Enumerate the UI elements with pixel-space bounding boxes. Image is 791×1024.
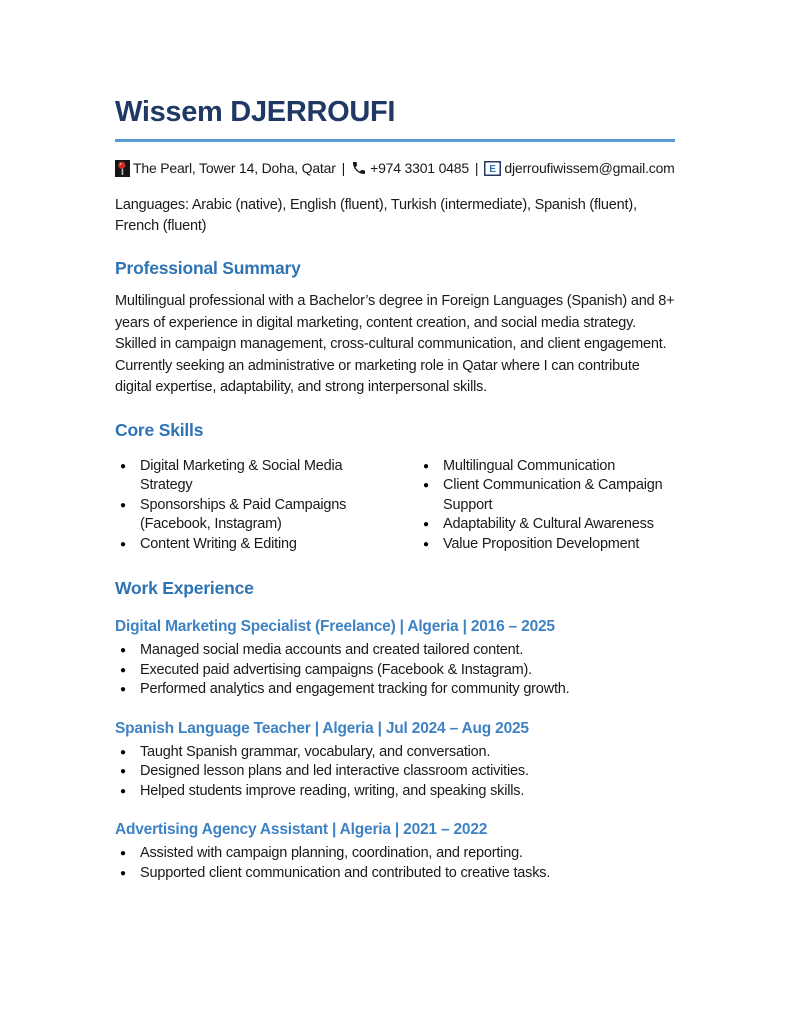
job-bullet: ● Assisted with campaign planning, coordination, and reporting. xyxy=(115,844,675,864)
job-bullet: ● Managed social media accounts and created tailored content. xyxy=(115,641,675,661)
contact-separator: | xyxy=(341,160,346,176)
section-heading-work-experience: Work Experience xyxy=(115,578,254,598)
job-bullet-list xyxy=(115,743,675,802)
job-bullet: ● Performed analytics and engagement tracking for community growth. xyxy=(115,680,675,700)
section-heading-summary: Professional Summary xyxy=(115,258,301,278)
skill-item: ● Content Writing & Editing xyxy=(115,535,395,555)
section-heading-core-skills: Core Skills xyxy=(115,419,204,440)
contact-line xyxy=(115,158,675,178)
svg-text:E: E xyxy=(489,163,497,175)
skill-item: ● Adaptability & Cultural Awareness xyxy=(418,515,675,535)
job-entry xyxy=(115,617,675,700)
skill-item: ● Multilingual Communication xyxy=(418,457,675,477)
skill-item: ● Digital Marketing & Social Media Strategy xyxy=(115,457,395,496)
email-icon xyxy=(484,161,501,176)
email-text: djerroufiwissem@gmail.com xyxy=(504,160,675,176)
skill-item: ● Value Proposition Development xyxy=(418,535,675,555)
job-title: Digital Marketing Specialist (Freelance) | Algeria | 2016 – 2025 xyxy=(115,618,555,635)
header-divider xyxy=(115,139,675,142)
job-bullet-list xyxy=(115,641,675,700)
summary-text: Multilingual professional with a Bachelor’s degree in Foreign Languages (Spanish) and 8+ years of experience in digital marketing, content creation, and social media strategy. Skilled in campaign management, cross-cultural communication, and client engagement. Currently seeking an administrative or marketing role in Qatar where I can contribute digital expertise, adaptability, and strong interpersonal skills. xyxy=(115,293,675,395)
core-skills-columns xyxy=(115,457,675,555)
skill-item: ● Sponsorships & Paid Campaigns (Facebook, Instagram) xyxy=(115,496,395,535)
job-title: Spanish Language Teacher | Algeria | Jul 2024 – Aug 2025 xyxy=(115,719,529,737)
job-bullet: ● Supported client communication and contributed to creative tasks. xyxy=(115,864,675,884)
languages-line: Languages: Arabic (native), English (fluent), Turkish (intermediate), Spanish (fluent), French (fluent) xyxy=(115,197,637,234)
phone-text: +974 3301 0485 xyxy=(370,160,469,176)
phone-icon xyxy=(351,160,367,176)
page-title: Wissem DJERROUFI xyxy=(115,96,396,128)
contact-separator: | xyxy=(474,160,479,176)
job-bullet: ● Executed paid advertising campaigns (Facebook & Instagram). xyxy=(115,661,675,681)
job-bullet-list xyxy=(115,844,675,883)
location-text: The Pearl, Tower 14, Doha, Qatar xyxy=(133,160,336,176)
skills-right-column xyxy=(418,457,675,555)
job-bullet: ● Helped students improve reading, writing, and speaking skills. xyxy=(115,782,675,802)
location-pin-icon xyxy=(115,160,130,177)
skills-left-column xyxy=(115,457,395,555)
job-entry xyxy=(115,820,675,883)
job-entry xyxy=(115,719,675,802)
job-title: Advertising Agency Assistant | Algeria | 2021 – 2022 xyxy=(115,821,488,838)
skill-item: ● Client Communication & Campaign Support xyxy=(418,476,675,515)
job-bullet: ● Taught Spanish grammar, vocabulary, and conversation. xyxy=(115,743,675,763)
job-bullet: ● Designed lesson plans and led interactive classroom activities. xyxy=(115,762,675,782)
